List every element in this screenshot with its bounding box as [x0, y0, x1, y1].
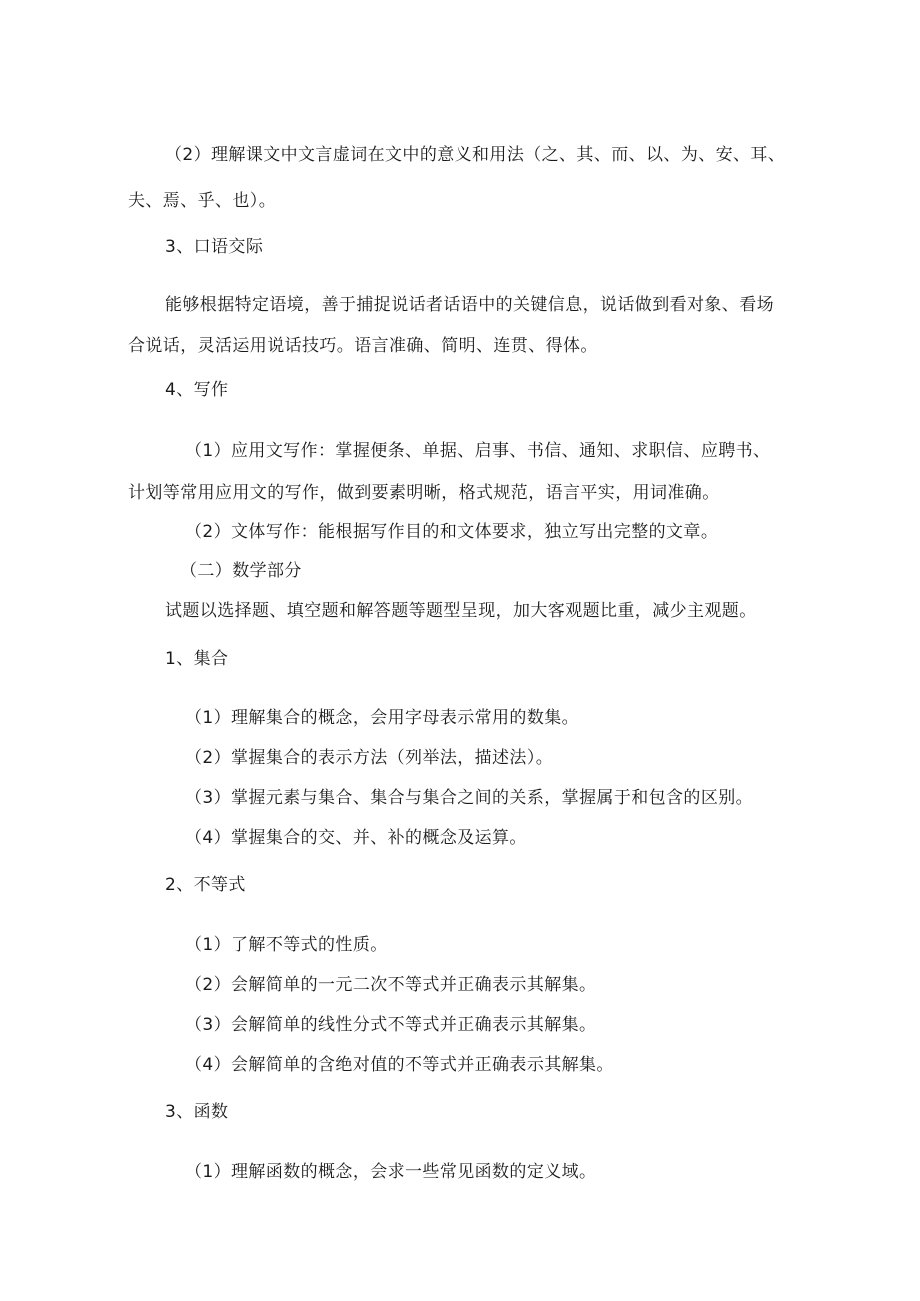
- text-line: （1）应用文写作：掌握便条、单据、启事、书信、通知、求职信、应聘书、: [185, 441, 771, 461]
- section-heading: 2、不等式: [165, 875, 246, 895]
- section-heading: （二）数学部分: [180, 561, 302, 581]
- list-item: （3）掌握元素与集合、集合与集合之间的关系，掌握属于和包含的区别。: [185, 788, 754, 808]
- section-heading: 4、写作: [165, 380, 229, 400]
- section-heading: 3、口语交际: [165, 237, 264, 257]
- section-heading: 3、函数: [165, 1102, 229, 1122]
- text-line: 夫、焉、乎、也）。: [128, 191, 277, 211]
- text-line: 能够根据特定语境，善于捕捉说话者话语中的关键信息，说话做到看对象、看场: [165, 295, 774, 315]
- list-item: （2）会解简单的一元二次不等式并正确表示其解集。: [185, 975, 597, 995]
- text-line: （2）文体写作：能根据写作目的和文体要求，独立写出完整的文章。: [185, 522, 719, 542]
- list-item: （2）掌握集合的表示方法（列举法，描述法）。: [185, 748, 554, 768]
- text-line: （2）理解课文中文言虚词在文中的意义和用法（之、其、而、以、为、安、耳、: [165, 145, 786, 165]
- section-heading: 1、集合: [165, 649, 229, 669]
- list-item: （3）会解简单的线性分式不等式并正确表示其解集。: [185, 1015, 597, 1035]
- list-item: （1）理解函数的概念，会求一些常见函数的定义域。: [185, 1162, 597, 1182]
- text-line: 合说话，灵活运用说话技巧。语言准确、简明、连贯、得体。: [128, 336, 598, 356]
- list-item: （4）掌握集合的交、并、补的概念及运算。: [185, 828, 527, 848]
- list-item: （1）理解集合的概念，会用字母表示常用的数集。: [185, 708, 580, 728]
- list-item: （4）会解简单的含绝对值的不等式并正确表示其解集。: [185, 1055, 614, 1075]
- text-line: 计划等常用应用文的写作，做到要素明晰，格式规范，语言平实，用词准确。: [128, 483, 720, 503]
- list-item: （1）了解不等式的性质。: [185, 935, 388, 955]
- text-line: 试题以选择题、填空题和解答题等题型呈现，加大客观题比重，减少主观题。: [165, 601, 757, 621]
